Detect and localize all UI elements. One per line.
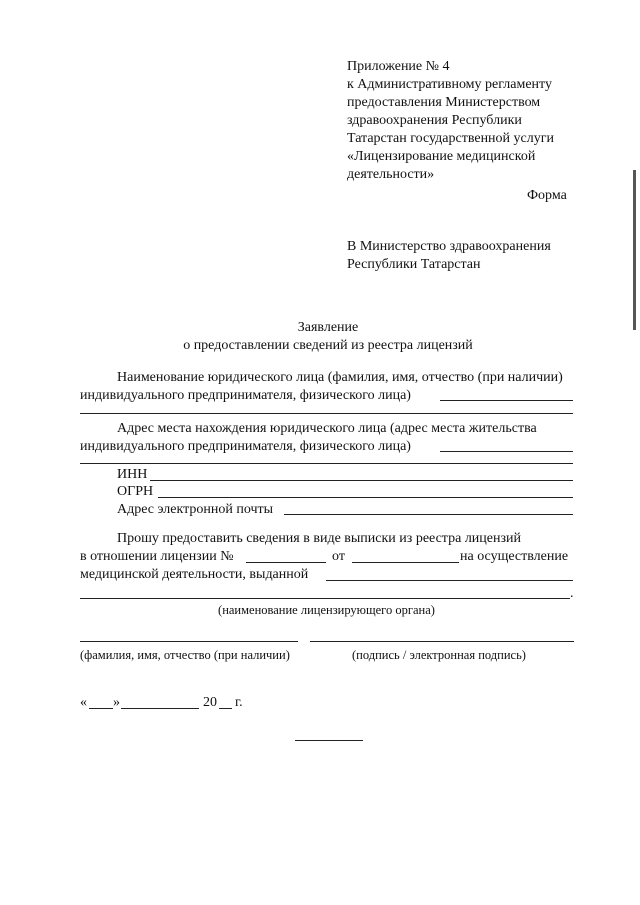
address-input-line[interactable] — [440, 451, 573, 452]
end-separator — [295, 740, 363, 741]
full-name-caption: (фамилия, имя, отчество (при наличии) — [80, 648, 290, 662]
addressee-line: В Министерство здравоохранения — [347, 239, 551, 254]
form-label: Форма — [527, 188, 567, 203]
issuer-input-line-2[interactable] — [80, 598, 570, 599]
request-from-label: от — [332, 549, 345, 564]
ogrn-input-line[interactable] — [158, 497, 573, 498]
addressee-line: Республики Татарстан — [347, 257, 481, 272]
address-input-line-2[interactable] — [80, 463, 573, 464]
appendix-line: к Административному регламенту — [347, 77, 552, 92]
date-year-input-line[interactable] — [219, 708, 232, 709]
request-text-line2: в отношении лицензии № — [80, 549, 234, 564]
inn-input-line[interactable] — [150, 480, 573, 481]
name-field-label-2: индивидуального предпринимателя, физического лица) — [80, 388, 411, 403]
request-text-line3: медицинской деятельности, выданной — [80, 567, 309, 582]
appendix-line: здравоохранения Республики — [347, 113, 522, 128]
license-date-input-line[interactable] — [352, 562, 459, 563]
name-field-label: Наименование юридического лица (фамилия, имя, отчество (при наличии) — [117, 370, 563, 385]
appendix-line: «Лицензирование медицинской — [347, 149, 536, 164]
issuer-input-line[interactable] — [326, 580, 573, 581]
appendix-line: предоставления Министерством — [347, 95, 541, 110]
address-field-label-2: индивидуального предпринимателя, физического лица) — [80, 439, 411, 454]
request-text-line1: Прошу предоставить сведения в виде выписки из реестра лицензий — [117, 531, 522, 546]
signature-caption: (подпись / электронная подпись) — [352, 648, 526, 662]
email-label: Адрес электронной почты — [117, 502, 274, 517]
date-year-suffix: г. — [235, 695, 243, 710]
appendix-line: Татарстан государственной услуги — [347, 131, 554, 146]
end-period: . — [570, 586, 574, 601]
appendix-block — [347, 58, 607, 184]
addressee-block — [347, 238, 551, 274]
appendix-line: Приложение № 4 — [347, 59, 450, 74]
date-year-prefix: 20 — [203, 695, 217, 710]
inn-label: ИНН — [117, 467, 148, 482]
scan-edge-mark — [633, 170, 636, 330]
date-month-input-line[interactable] — [121, 708, 199, 709]
name-input-line[interactable] — [440, 400, 573, 401]
name-input-line-2[interactable] — [80, 413, 573, 414]
address-field-label: Адрес места нахождения юридического лица (адрес места жительства — [117, 421, 537, 436]
date-open-quote: « — [80, 695, 87, 710]
document-subtitle: о предоставлении сведений из реестра лицензий — [183, 338, 473, 353]
email-input-line[interactable] — [284, 514, 573, 515]
request-purpose-label: на осуществление — [460, 549, 569, 564]
ogrn-label: ОГРН — [117, 484, 154, 499]
license-number-input-line[interactable] — [246, 562, 326, 563]
date-day-input-line[interactable] — [89, 708, 113, 709]
signature-input-line[interactable] — [310, 641, 574, 642]
authority-caption: (наименование лицензирующего органа) — [218, 603, 435, 617]
appendix-line: деятельности» — [347, 167, 435, 182]
date-close-quote: » — [113, 695, 120, 710]
document-title: Заявление — [297, 320, 359, 335]
full-name-input-line[interactable] — [80, 641, 298, 642]
